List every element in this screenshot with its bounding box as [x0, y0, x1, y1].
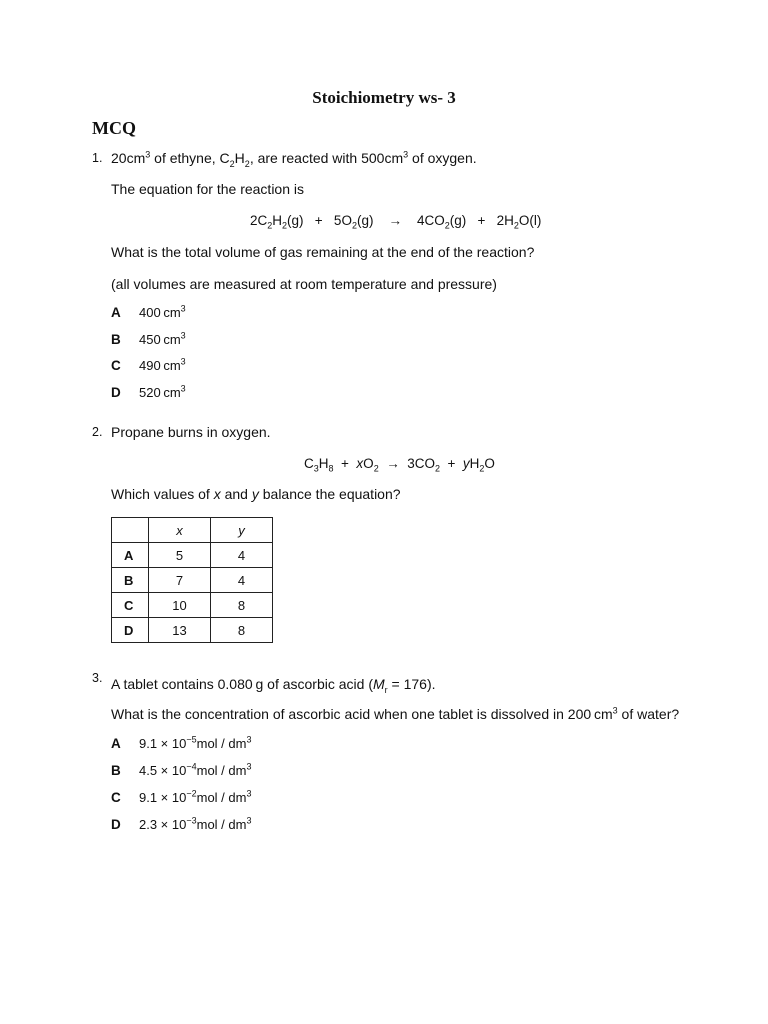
table-row-letter: A — [112, 543, 149, 568]
option-letter: D — [111, 385, 121, 400]
option-letter: A — [111, 305, 121, 320]
option-value: $2.3 \times 10^{-3}mol / dm^3$ — [139, 815, 252, 832]
table-row[interactable] — [112, 618, 273, 643]
table-cell-x: 10 — [149, 593, 211, 618]
option-value: 450 $cm^3$ — [139, 330, 186, 347]
question-statement: Propane burns in oxygen. — [111, 424, 271, 440]
question-number: 1. — [92, 151, 103, 165]
table-header-cell: y — [211, 518, 273, 543]
chemical-equation: $2C_2H_2(g) + 5O_2(g)$ → $4CO_2(g) + 2H_2O(l)$ — [250, 213, 542, 231]
answer-table — [111, 517, 273, 643]
table-row[interactable] — [112, 568, 273, 593]
question-text: What is the concentration of ascorbic acid when one tablet is dissolved in 200 $cm^3$ of water? — [111, 705, 680, 722]
option-letter: B — [111, 332, 121, 347]
table-header-cell — [112, 518, 149, 543]
table-header-row — [112, 518, 273, 543]
option-value: 520 $cm^3$ — [139, 383, 186, 400]
chemical-equation: $C_3H_8 + xO_2 \to 3CO_2 + yH_2O$ — [304, 456, 495, 474]
section-heading: MCQ — [92, 118, 136, 138]
table-cell-y: 4 — [211, 543, 273, 568]
option-value: $9.1 \times 10^{-2}mol / dm^3$ — [139, 788, 252, 805]
table-header-cell: x — [149, 518, 211, 543]
option-value: 490 $cm^3$ — [139, 356, 186, 373]
table-cell-y: 8 — [211, 618, 273, 643]
equation-intro: The equation for the reaction is — [111, 181, 305, 197]
question-number: 3. — [92, 671, 103, 685]
option-letter: B — [111, 763, 121, 778]
table-row-letter: C — [112, 593, 149, 618]
table-cell-y: 4 — [211, 568, 273, 593]
option-letter: C — [111, 358, 121, 373]
option-letter: C — [111, 790, 121, 805]
table-cell-x: 13 — [149, 618, 211, 643]
table-cell-y: 8 — [211, 593, 273, 618]
option-value: $9.1 \times 10^{-5}mol / dm^3$ — [139, 734, 252, 751]
page-title: Stoichiometry ws- 3 — [312, 88, 456, 107]
option-value: 400 $cm^3$ — [139, 303, 186, 320]
option-letter: D — [111, 817, 121, 832]
question-statement: A tablet contains 0.080 g of ascorbic acid $(M_r = 176)$. — [111, 676, 436, 695]
table-row-letter: D — [112, 618, 149, 643]
question-statement: $20cm^3$ of ethyne, $C_2H_2$, are reacted with $500cm^3$ of oxygen. — [111, 149, 477, 169]
table-row[interactable] — [112, 543, 273, 568]
question-text: What is the total volume of gas remaining at the end of the reaction? — [111, 244, 535, 260]
option-letter: A — [111, 736, 121, 751]
question-text: Which values of x and y balance the equation? — [111, 486, 401, 502]
table-row[interactable] — [112, 593, 273, 618]
table-row-letter: B — [112, 568, 149, 593]
table-cell-x: 7 — [149, 568, 211, 593]
question-number: 2. — [92, 425, 103, 439]
table-cell-x: 5 — [149, 543, 211, 568]
question-note: (all volumes are measured at room temperature and pressure) — [111, 276, 497, 292]
option-value: $4.5 \times 10^{-4}mol / dm^3$ — [139, 761, 252, 778]
